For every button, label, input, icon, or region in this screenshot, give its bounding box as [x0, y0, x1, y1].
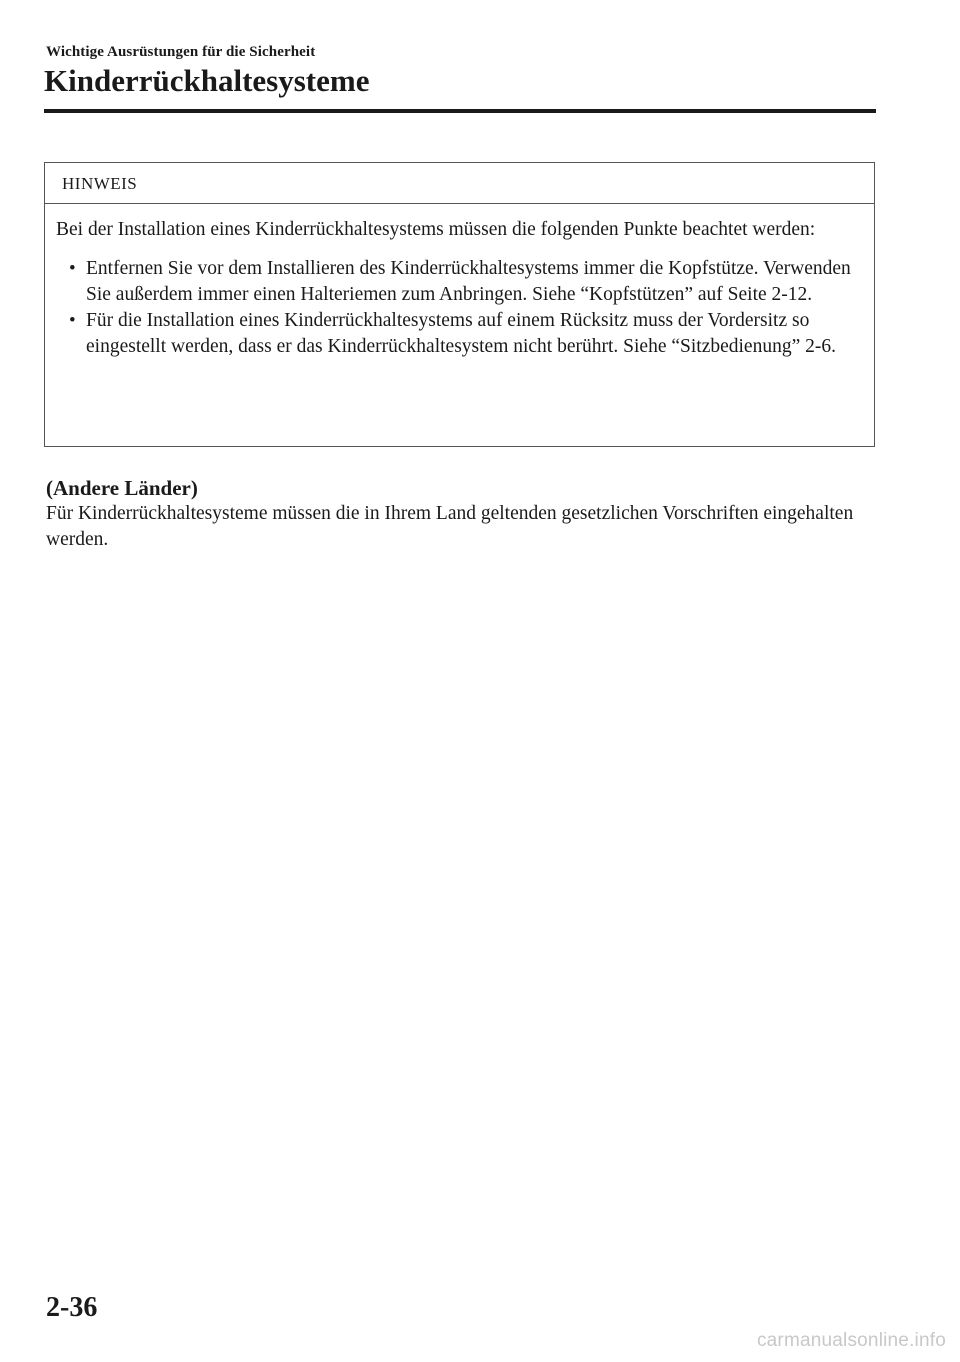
list-item-text: Entfernen Sie vor dem Installieren des Kinderrückhaltesystems immer die Kopfstütze. Verwenden Sie außerdem immer einen Halteriemen zum Anbringen. Siehe “Kopfstützen” auf Seite 2-12. [86, 258, 851, 305]
note-intro: Bei der Installation eines Kinderrückhaltesystems müssen die folgenden Punkte beachtet werden: [56, 219, 816, 240]
list-item [56, 308, 864, 360]
sub-heading: (Andere Länder) [46, 476, 198, 500]
body-text: Für Kinderrückhaltesysteme müssen die in Ihrem Land geltenden gesetzlichen Vorschriften eingehalten werden. [46, 503, 854, 550]
title-rule [44, 109, 876, 113]
note-bullet-list [56, 256, 864, 360]
note-label: HINWEIS [45, 163, 874, 204]
page-number: 2-36 [46, 1292, 98, 1323]
page-title: Kinderrückhaltesysteme [44, 63, 370, 98]
watermark: carmanualsonline.info [756, 1330, 946, 1351]
bullet-icon: • [69, 310, 76, 331]
list-item-text: Für die Installation eines Kinderrückhaltesystems auf einem Rücksitz muss der Vordersitz so eingestellt werden, dass er das Kinderrückhaltesystem nicht berührt. Siehe “Sitzbedienung” 2-6. [86, 310, 836, 357]
bullet-icon: • [69, 258, 76, 279]
section-label: Wichtige Ausrüstungen für die Sicherheit [46, 44, 316, 60]
note-box [44, 162, 875, 447]
list-item [56, 256, 864, 308]
note-body [45, 204, 874, 360]
